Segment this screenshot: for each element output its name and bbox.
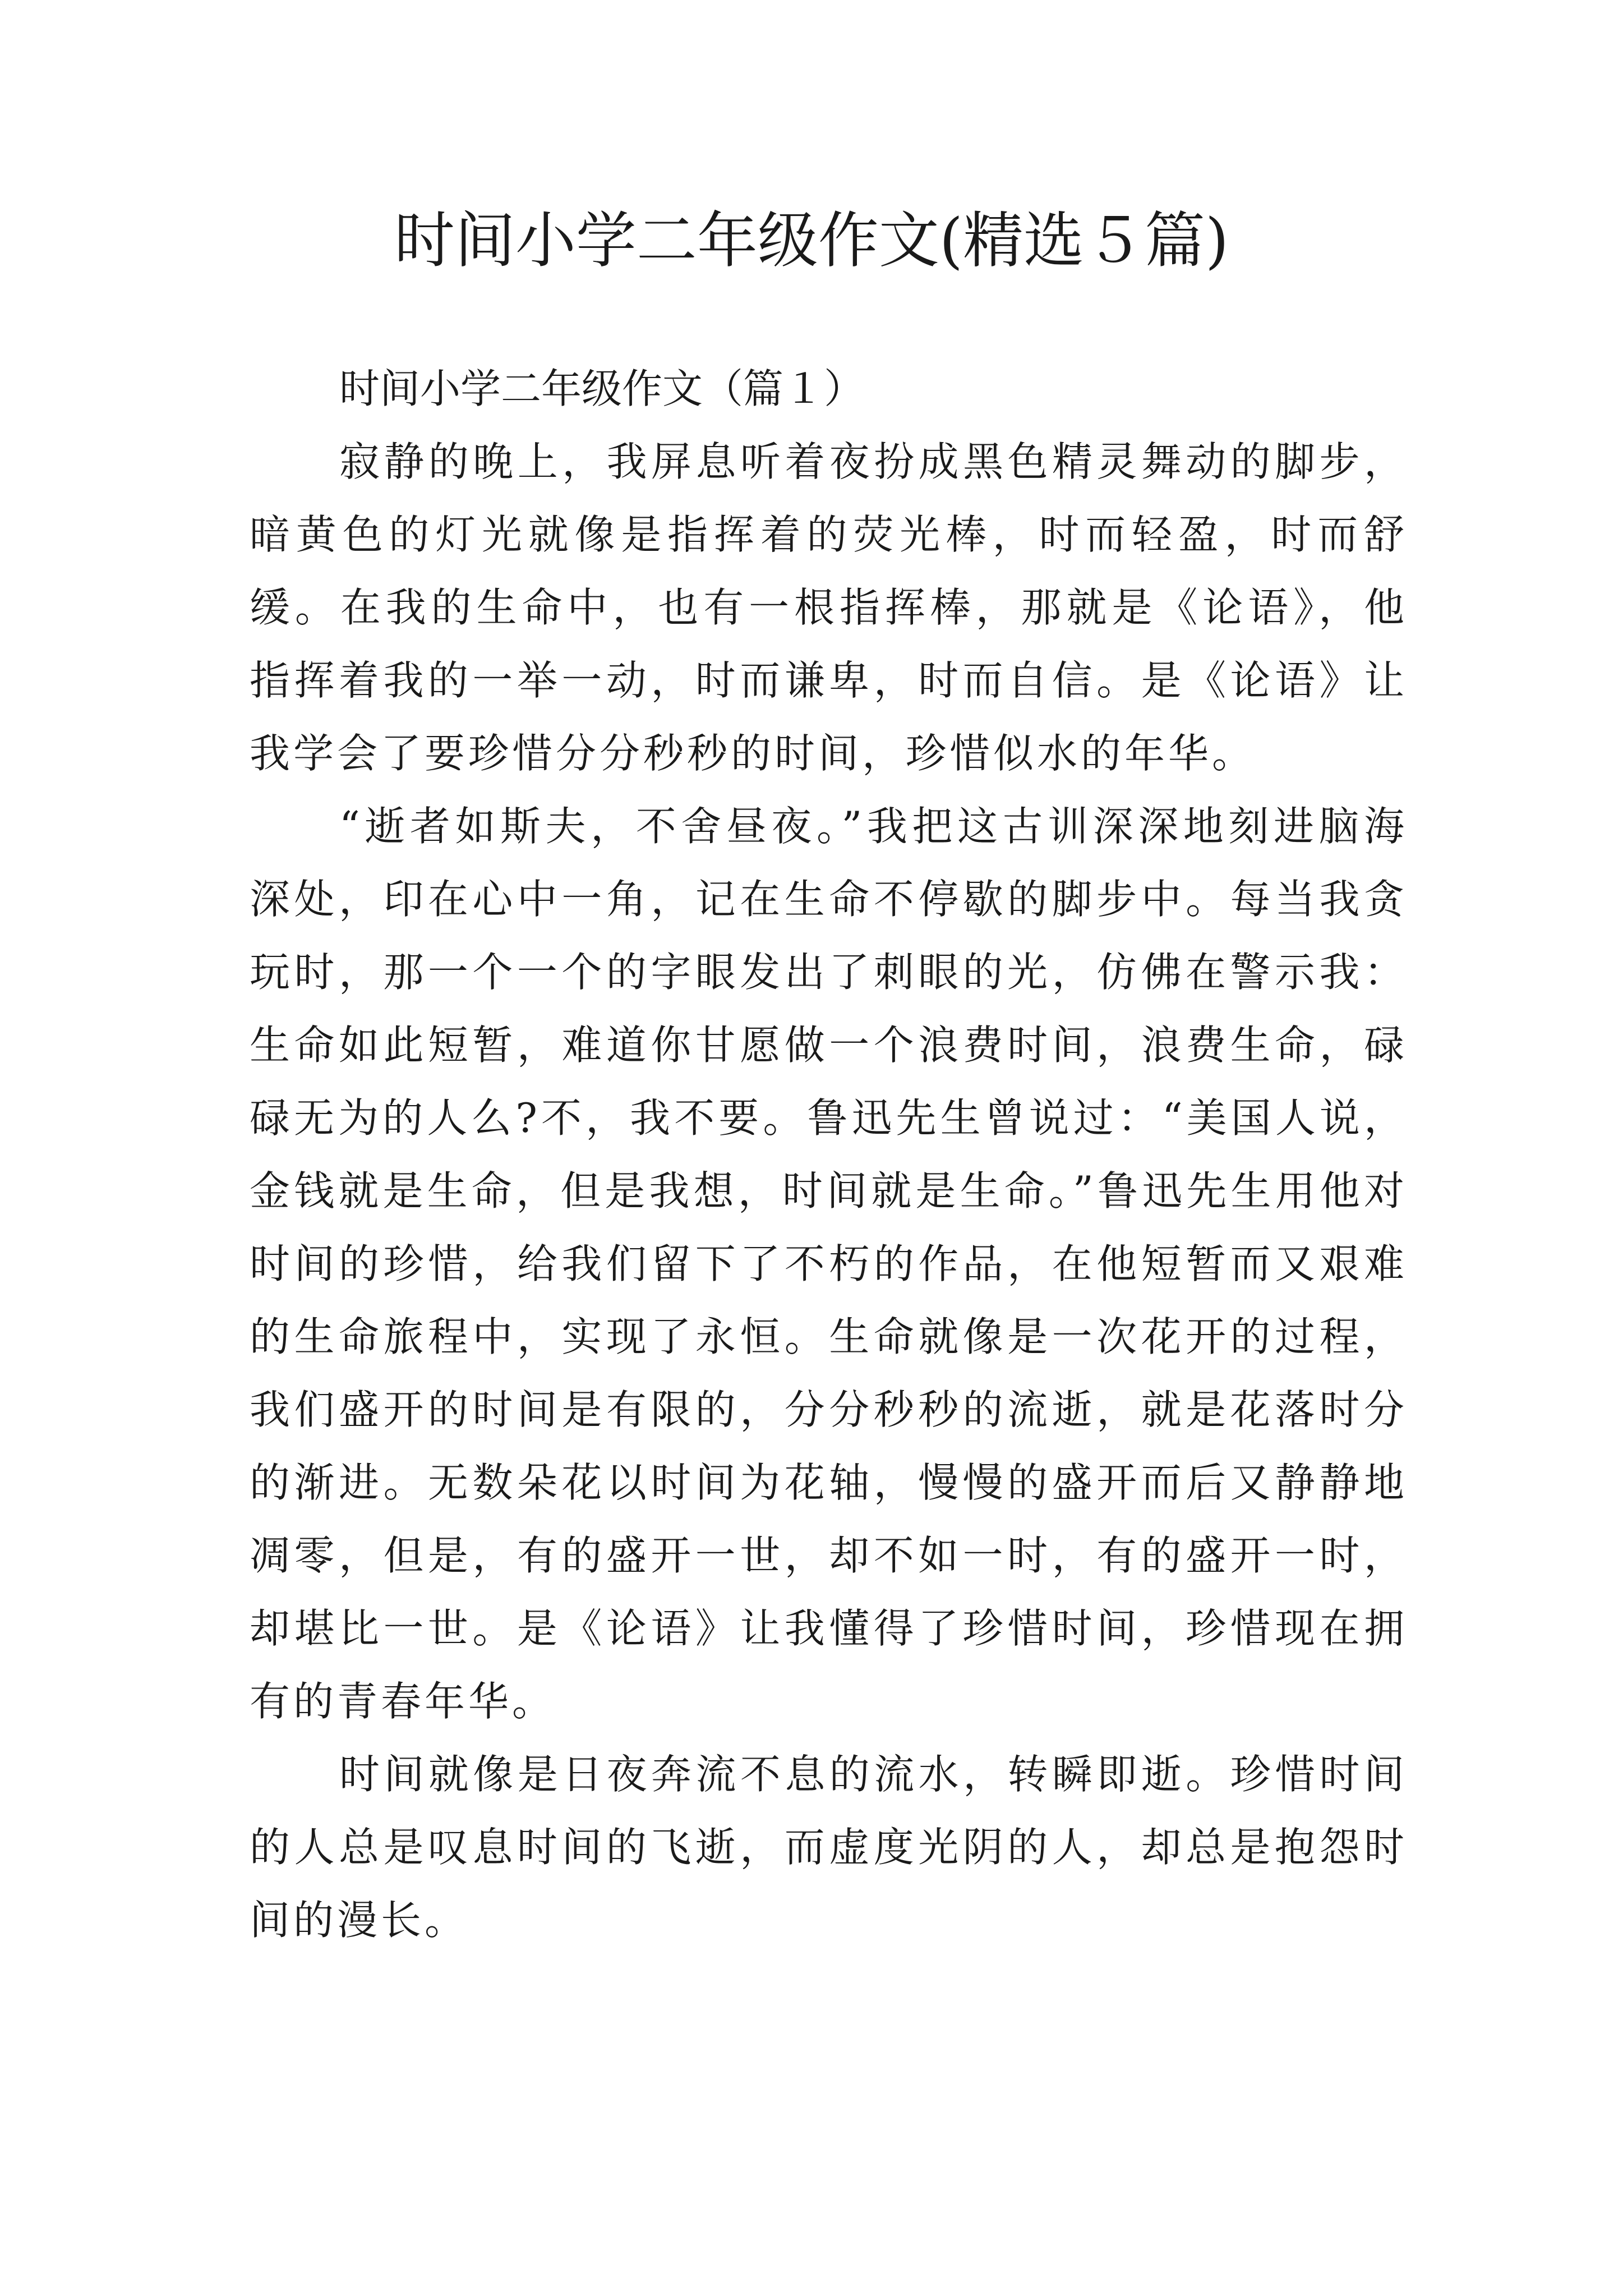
paragraph-3: 时间就像是日夜奔流不息的流水，转瞬即逝。珍惜时间的人总是叹息时间的飞逝，而虚度光阴的人，却总是抱怨时间的漫长。 <box>250 1751 1408 1944</box>
section-heading: 时间小学二年级作文（篇１） <box>339 365 865 412</box>
paragraph-1: 寂静的晚上，我屏息听着夜扮成黑色精灵舞动的脚步，暗黄色的灯光就像是指挥着的荧光棒，时而轻盈，时而舒缓。在我的生命中，也有一根指挥棒，那就是《论语》，他指挥着我的一举一动，时而谦卑，时而自信。是《论语》让我学会了要珍惜分分秒秒的时间，珍惜似水的年华。 <box>250 438 1408 777</box>
document-title: 时间小学二年级作文(精选５篇) <box>394 206 1229 276</box>
paragraph-2: “逝者如斯夫，不舍昼夜。”我把这古训深深地刻进脑海深处，印在心中一角，记在生命不停歇的脚步中。每当我贪玩时，那一个一个的字眼发出了刺眼的光，仿佛在警示我：生命如此短暂，难道你甘愿做一个浪费时间，浪费生命，碌碌无为的人么?不，我不要。鲁迅先生曾说过：“美国人说，金钱就是生命，但是我想，时间就是生命。”鲁迅先生用他对时间的珍惜，给我们留下了不朽的作品，在他短暂而又艰难的生命旅程中，实现了永恒。生命就像是一次花开的过程，我们盛开的时间是有限的，分分秒秒的流逝，就是花落时分的渐进。无数朵花以时间为花轴，慢慢的盛开而后又静静地凋零，但是，有的盛开一世，却不如一时，有的盛开一时，却堪比一世。是《论语》让我懂得了珍惜时间，珍惜现在拥有的青春年华。 <box>250 803 1408 1725</box>
document-body <box>250 352 1408 1957</box>
